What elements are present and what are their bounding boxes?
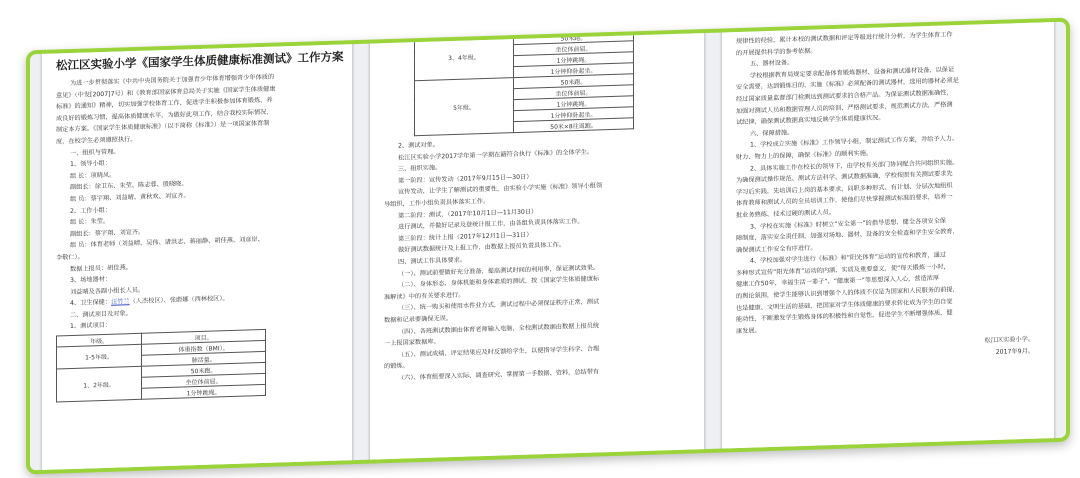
paragraph-line: 为进一步贯彻落实《中共中央国务院关于加强青少年体育增强青少年体质的 (70, 73, 275, 88)
paragraph-line: 2、具体实施工作在校长的领导下，由学校有关部门协同配合共同组织实施。 (750, 158, 959, 173)
paragraph-line: 的开展提供科学的参考依据。 (736, 47, 817, 57)
paragraph-line: 安全需要，达到锻炼目的，实施《标准》必须配备的测试器材，选用的器材必须是 (736, 77, 959, 92)
health-label: 4、卫生保健： (70, 299, 112, 308)
item-cell: 1分钟仰卧起坐。 (514, 63, 634, 78)
paragraph-line: 松江区实验小学2017学年第一学期在籍符合执行《标准》的全体学生。 (398, 148, 594, 162)
paragraph-line: 导组织，工作小组负责具体落实工作。 (384, 197, 490, 209)
paragraph-line: 2、测试对象。 (398, 141, 440, 150)
paragraph-line: 副组长：徐卫东、朱莹、陈志蓉、殷晓晓。 (70, 180, 188, 192)
paragraph-line: 康发展。 (736, 327, 761, 335)
paragraph-line: 学校根据教育局规定要求配备体育锻炼器材、设备和测试器材设备，以保证 (750, 66, 955, 80)
paragraph-line: 数据和记录要确保无误。 (384, 314, 453, 325)
signature: 松江区实验小学。 (984, 336, 1034, 345)
table-header-cell: 年级。 (57, 333, 142, 347)
paragraph-line: 的锻炼。 (384, 362, 409, 371)
item-cell: 50米跑。 (142, 362, 266, 377)
grade-cell: 3、4年级。 (415, 34, 514, 81)
paragraph-line: 组 长：朱莹。 (70, 217, 110, 227)
paragraph-line: 2、工作小组： (70, 206, 112, 215)
paragraph-line: 做好测试数据统计及上报工作，由数据上报员负责具体工作。 (398, 241, 566, 255)
paragraph-line: 组 员：蔡宇翔、刘益晴、黄秋欢、刘宣齐。 (70, 192, 190, 203)
paragraph-line: （一）、测试前要做好充分准备，提高测试时间的利用率，保证测试效果。 (398, 263, 600, 278)
paragraph-line: 组 员：体育老师（刘益晴、吴伟、诸洪志、蒋丽静、胡佳燕、刘彦岸、 (70, 236, 264, 250)
grade-cell: 1、2年级。 (57, 366, 142, 402)
item-cell: 坐位体前屈。 (514, 85, 634, 100)
item-cell: 坐位体前屈。 (514, 41, 634, 56)
paragraph-line: 能动性，不断激发学生锻炼身体的积极性和自觉性，促进学生不断增强体质，健 (736, 309, 953, 324)
paragraph-line: （六）、体育组要深入实际、调查研究、掌握第一手数据、资料，总结带有 (398, 368, 600, 382)
item-cell: 1分钟跳绳。 (142, 384, 266, 399)
paragraph-line: 健康工作50年，幸福生活一辈子”、“健康第一”等思想深入人心，营造浓厚 (736, 275, 940, 289)
section-heading: 五、器材设备。 (750, 59, 794, 68)
item-cell: 50米×8往返跑。 (514, 118, 634, 133)
paragraph-line: 副组长：蔡宇翔、刘宣齐。 (70, 228, 145, 238)
paragraph-line: 组 长：项晓凤。 (70, 171, 116, 180)
health-name-link[interactable]: 汪竹兰 (111, 298, 130, 307)
document-title: 松江区实验小学《国家学生体质健康标准测试》工作方案 (56, 49, 344, 73)
item-cell: 1分钟跳绳。 (514, 96, 634, 111)
paragraph-line: 批业务熟练、技术过硬的测试人员。 (736, 208, 835, 219)
paragraph-line: 财力、物力上的保障，确保《标准》的顺利实施。 (736, 149, 873, 162)
paragraph-line: 3、场地器材： (70, 275, 112, 285)
document-page-3 (722, 18, 1054, 463)
paragraph-line: 体育教师和测试人员的全员培训工作，使他们尽快掌握测试标准的要求，培养一 (736, 193, 953, 208)
item-cell: 体重指数（BMI）。 (142, 340, 266, 355)
paragraph-line: 度，在校学生必须遵照执行。 (56, 135, 137, 146)
item-cell: 50米跑。 (514, 30, 634, 45)
grade-cell: 1-5年级。 (57, 344, 142, 369)
test-items-table (56, 329, 266, 403)
screenshot-frame (26, 18, 1070, 475)
paragraph-line: （二）、身体形态、身体机能和身体素质的测试，按《国家学生体质健康标 (398, 275, 600, 289)
paragraph-line: 刘益晴及各副小组长人员。 (70, 286, 145, 296)
paragraph-line: 第三阶段：统计上报（2017年12月1日—31日） (398, 231, 533, 243)
paragraph-line: 多种形式宣传“阳光体育”运动的内涵、实质及重要意义，使“每天锻炼一小时， (736, 263, 950, 277)
grade-cell: 5年级。 (415, 78, 514, 136)
health-names: （人杰校区）、张蔚娜（西林校区）。 (129, 295, 229, 306)
section-heading: 六、保障措施。 (750, 129, 794, 138)
section-heading: 二、测试项目及对象。 (70, 309, 132, 319)
paragraph-line: 也是健康、文明生活的基础，把国家对学生体质健康的要求转化成为学生的自觉 (736, 297, 953, 312)
paragraph-line: 确保测试工作安全有序进行。 (736, 244, 817, 254)
item-cell: 1分钟跳绳。 (514, 52, 634, 67)
test-items-table-continued (414, 29, 634, 136)
document-date: 2017年9月。 (995, 347, 1034, 356)
paragraph-line: 第二阶段：测试，（2017年10月1日—11月30日） (398, 207, 538, 220)
document-page-1 (42, 38, 352, 474)
paragraph-line: 试纪律，确保测试数据真实地反映学生体质健康状况。 (736, 114, 885, 127)
paragraph-line: 准解读》中的有关要求进行。 (384, 291, 465, 301)
section-heading: 四、测试工作具体要求。 (398, 256, 467, 266)
paragraph-line: 障制度，落实安全责任制，加强对场地、器材、设备的安全检查和学生安全教育， (736, 228, 959, 243)
paragraph-line: （四）、各班测试数据由体育老师输入电脑，全校测试数据由数据上报员统 (398, 321, 600, 336)
item-cell: 1分钟仰卧起坐。 (514, 107, 634, 122)
paragraph-line: 成良好的锻炼习惯，提高体质健康水平，为做好此项工作，结合我校实际情况， (56, 108, 273, 123)
paragraph-line: （五）、测试成绩、评定结果应及时反馈给学生，以便指导学生科学、合理 (398, 345, 600, 359)
paragraph-line: 一上报国家数据库。 (384, 338, 440, 348)
item-cell: 坐位体前屈。 (142, 373, 266, 388)
paragraph-line: 李敬仁）。 (56, 253, 84, 262)
paragraph-line: 第一阶段：宣传发动（2017年9月15日—30日） (398, 173, 533, 185)
section-heading: 一、组织与管理。 (70, 148, 120, 157)
paragraph-line: （三）、统一购买和使用水件业方式，测试过程中必须保证秩序正常，测试 (398, 298, 600, 313)
paragraph-line: 学习后实践，先培训后上岗的基本要求，同职多种形式、有计划、分层次地组织 (736, 182, 953, 196)
paragraph-line: 1、测试项目： (70, 322, 112, 331)
table-header-cell: 项目。 (142, 329, 266, 344)
paragraph-line: 的舆论氛围，使学生能够认识到增强个人的体质不仅是为国家和人民服务的前提， (736, 286, 959, 301)
paragraph-line: 1、领导小组： (70, 159, 112, 169)
section-heading: 三、组织实施。 (398, 164, 442, 173)
paragraph-line: 进行测试，并做好记录及登统计报工作，由各组负责具体落实工作。 (398, 218, 584, 231)
paragraph-line: 加强对测试人员和数据管理人员的培训、严格测试要求，规范测试方法，严格测 (736, 100, 953, 115)
paragraph-line: 经过国家质量监督部门检测达到测试要求的合格产品。为保证测试数据准确性， (736, 89, 953, 104)
paragraph-line: 意见》（中发[2007]7号）和《教育部国家体育总局关于实施《国家学生体质健康 (56, 85, 276, 100)
paragraph-line: 规律性的经验，累计本校的测试数据和评定等级进行统计分析，为学生体育工作 (736, 31, 953, 46)
paragraph-line: 1、学校成立实施《标准》工作领导小组，制定测试工作方案，并给予人力、 (750, 135, 959, 149)
paragraph-line: 制定本方案。《国家学生体质健康标准》（以下简称《标准》）是一项国家体育制 (56, 120, 270, 134)
paragraph-line: 宣传发动，让学生了解测试的重要性，由实验小学实施《标准》领导小组领 (398, 182, 603, 197)
item-cell: 50米跑。 (514, 74, 634, 89)
paragraph-line: 数据上报员：胡佳燕。 (70, 263, 132, 273)
paragraph-line: 4、学校加强对学生进行《标准》和“阳光体育”运动的宣传和教育，通过 (750, 251, 946, 265)
paragraph-line: 标准》的通知》精神，切实加强学校体育工作，促进学生积极参加体育锻炼，养 (56, 96, 273, 111)
paragraph-line: 3、学校在实施《标准》时树立“安全第一”的指导思想，健全各项安全保 (750, 216, 946, 231)
paragraph-line: 为确保测试操作规范、测试方法科学、测试数据准确，学校按照有关测试要求先 (736, 170, 953, 185)
document-page-2 (370, 27, 704, 473)
item-cell: 肺活量。 (142, 351, 266, 366)
